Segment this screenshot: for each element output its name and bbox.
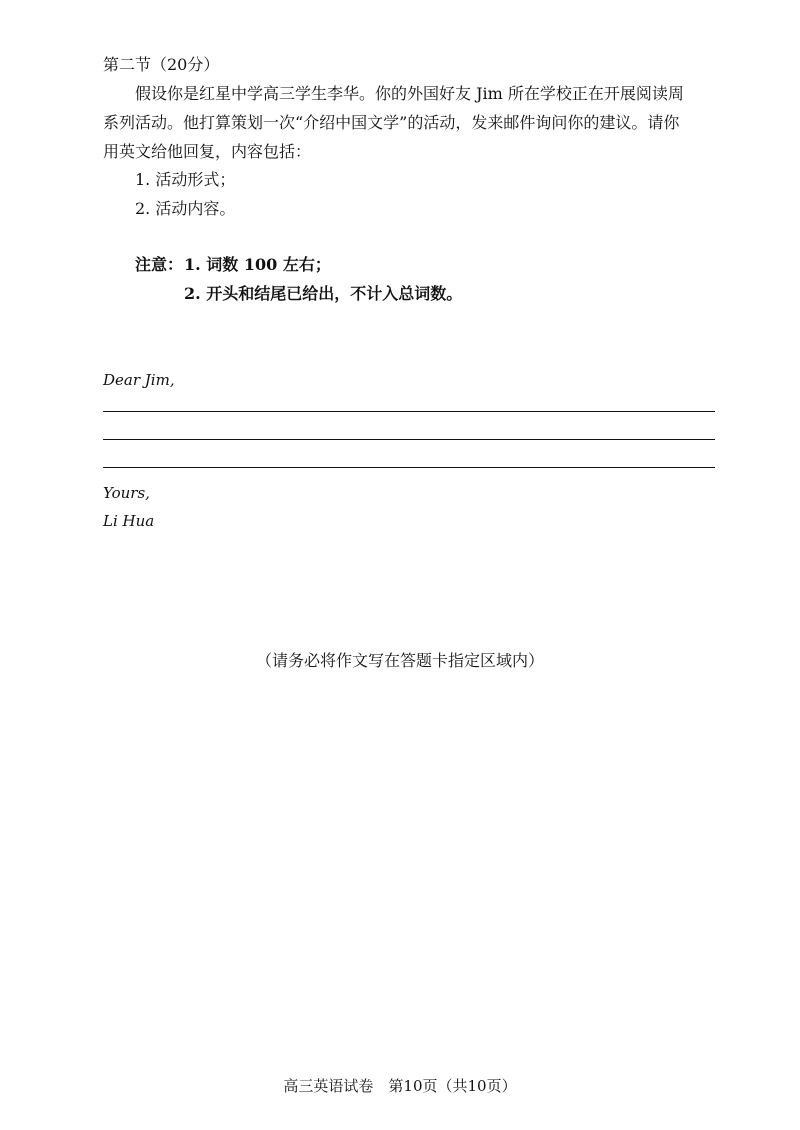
- answer-line-2: [103, 439, 715, 440]
- prompt-line-2: 系列活动。他打算策划一次“介绍中国文学”的活动，发来邮件询问你的建议。请你: [103, 113, 680, 132]
- letter-greeting: Dear Jim,: [103, 371, 175, 389]
- prompt-item-1: 1. 活动形式；: [135, 170, 236, 189]
- notes-item-1: 1. 词数 100 左右；: [184, 255, 331, 274]
- page-footer: 高三英语试卷 第10页（共10页）: [283, 1077, 517, 1095]
- prompt-line-3: 用英文给他回复，内容包括：: [103, 142, 312, 161]
- answer-card-instruction: （请务必将作文写在答题卡指定区域内）: [255, 651, 544, 670]
- prompt-item-2: 2. 活动内容。: [135, 199, 236, 218]
- letter-signature: Li Hua: [103, 512, 155, 530]
- answer-line-3: [103, 467, 715, 468]
- letter-closing: Yours,: [103, 484, 150, 502]
- prompt-line-1: 假设你是红星中学高三学生李华。你的外国好友 Jim 所在学校正在开展阅读周: [135, 84, 684, 103]
- notes-item-2: 2. 开头和结尾已给出，不计入总词数。: [184, 284, 463, 303]
- answer-line-1: [103, 411, 715, 412]
- section-heading: 第二节（20分）: [103, 55, 220, 74]
- notes-label: 注意：: [135, 255, 184, 274]
